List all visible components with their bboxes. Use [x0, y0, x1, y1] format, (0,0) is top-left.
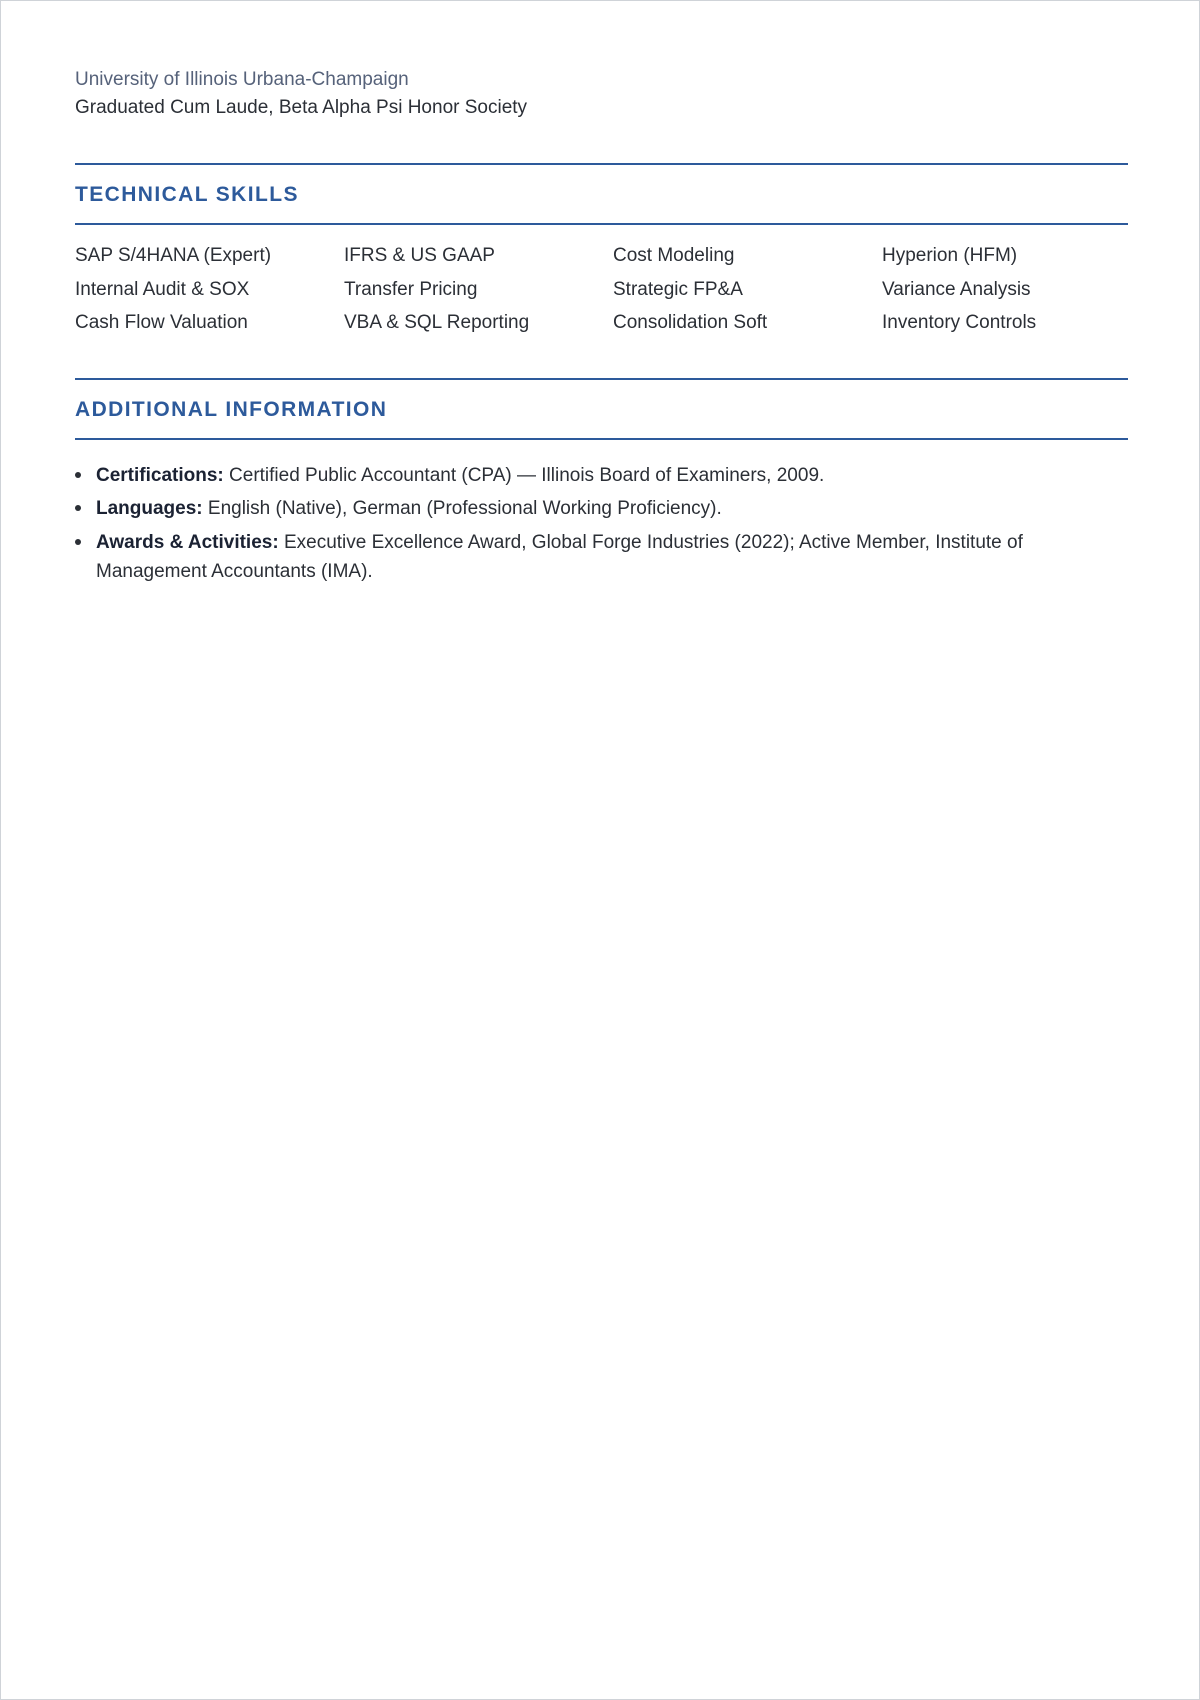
skill-item: Transfer Pricing: [344, 278, 478, 300]
languages-text: English (Native), German (Professional Working Proficiency).: [207, 498, 722, 519]
education-honors: Graduated Cum Laude, Beta Alpha Psi Honor Society: [75, 97, 528, 118]
skill-item: Cash Flow Valuation: [75, 312, 248, 333]
skill-item: Inventory Controls: [882, 312, 1037, 333]
awards-text: Executive Excellence Award, Global Forge Industries (2022); Active Member, Institute of Management Accountants (IMA).: [96, 531, 1023, 582]
education-school: University of Illinois Urbana-Champaign: [75, 69, 409, 90]
additional-information-heading: ADDITIONAL INFORMATION: [75, 397, 388, 421]
skill-item: Consolidation Soft: [613, 312, 768, 333]
list-item: [75, 461, 1128, 490]
languages-label: Languages:: [96, 498, 208, 519]
education-entry: [75, 67, 1128, 121]
skill-item: SAP S/4HANA (Expert): [75, 245, 272, 266]
bullet-icon: [75, 539, 81, 545]
skill-item: Internal Audit & SOX: [75, 278, 250, 300]
certifications-label: Certifications:: [96, 464, 230, 486]
skill-item: Strategic FP&A: [613, 278, 743, 300]
skill-item: Variance Analysis: [882, 278, 1031, 300]
skill-item: IFRS & US GAAP: [344, 245, 495, 266]
resume-content: [75, 67, 1128, 590]
bullet-icon: [75, 472, 81, 478]
list-item: [75, 494, 1128, 523]
section-divider: [75, 163, 1128, 165]
bullet-icon: [75, 505, 81, 511]
additional-info-list: [75, 461, 1128, 586]
list-item: [75, 528, 1128, 586]
skills-grid: [75, 243, 1128, 337]
skill-item: VBA & SQL Reporting: [344, 312, 530, 333]
section-divider: [75, 378, 1128, 380]
technical-skills-heading: TECHNICAL SKILLS: [75, 183, 299, 206]
skill-item: Cost Modeling: [613, 245, 735, 266]
skill-item: Hyperion (HFM): [882, 245, 1018, 266]
section-divider: [75, 438, 1128, 440]
awards-label: Awards & Activities:: [96, 531, 284, 553]
certifications-text: Certified Public Accountant (CPA) — Illinois Board of Examiners, 2009.: [229, 464, 825, 486]
section-divider: [75, 223, 1128, 225]
